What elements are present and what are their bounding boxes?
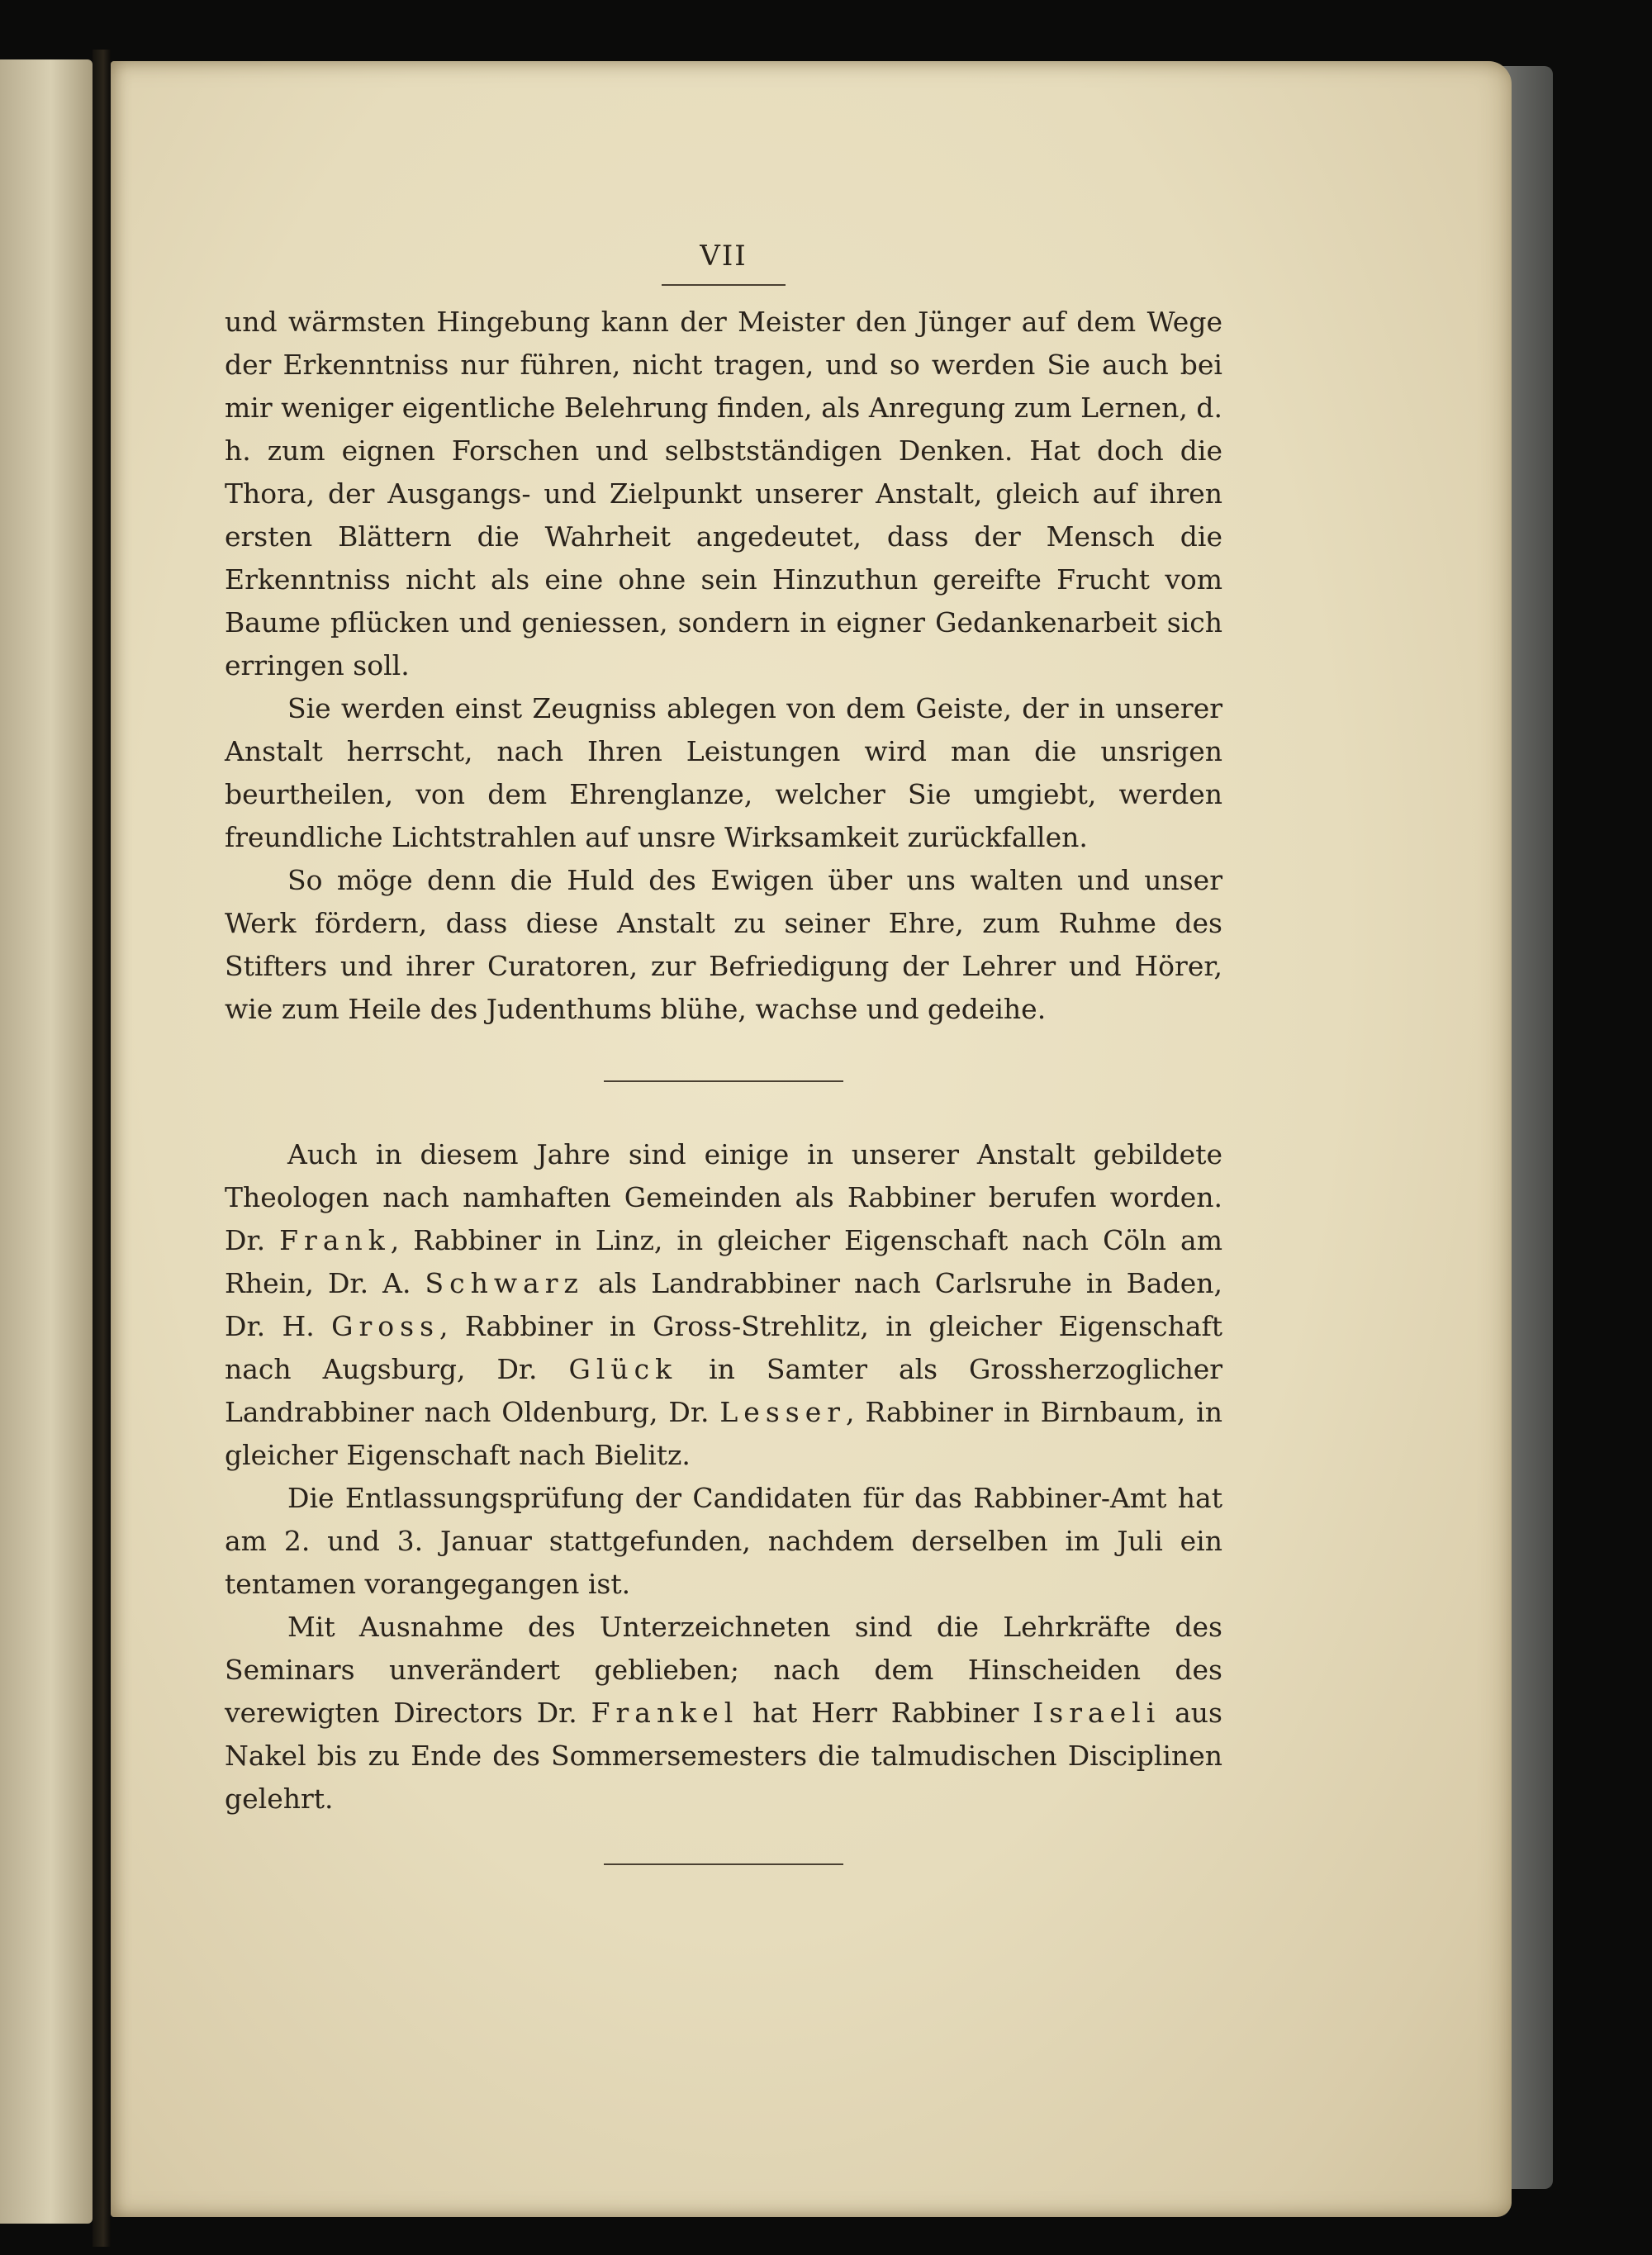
name-frank: Frank bbox=[279, 1224, 391, 1256]
section-divider bbox=[604, 1080, 843, 1082]
paragraph-4 bbox=[225, 1133, 1222, 1477]
closing-divider bbox=[604, 1863, 843, 1865]
name-schwarz: Schwarz bbox=[425, 1267, 584, 1299]
paragraph-4-text-b: , Rabbiner in Linz, in gleicher Eigenschaft nach Cöln am Rhein, Dr. A. bbox=[225, 1224, 1222, 1299]
paragraph-4-text-f: , Rabbiner in Birnbaum, in gleicher Eigenschaft nach Bielitz. bbox=[225, 1396, 1222, 1471]
paragraph-4-text-d: , Rabbiner in Gross-Strehlitz, in gleicher Eigenschaft nach Augsburg, Dr. bbox=[225, 1310, 1222, 1385]
page-number-rule bbox=[662, 284, 786, 286]
paragraph-4-text-c: als Landrabbiner nach Carlsruhe in Baden, Dr. H. bbox=[225, 1267, 1222, 1342]
page-number: VII bbox=[700, 240, 748, 273]
page-content bbox=[225, 240, 1222, 1865]
book-gutter bbox=[93, 50, 111, 2247]
paragraph-3: So möge denn die Huld des Ewigen über uns walten und unser Werk fördern, dass diese Anstalt zu seiner Ehre, zum Ruhme des Stifters und ihrer Curatoren, zur Befriedigung der Lehrer und Hörer, wie zum Heile des Judenthums blühe, wachse und gedeihe. bbox=[225, 864, 1222, 1025]
paragraph-1: und wärmsten Hingebung kann der Meister den Jünger auf dem Wege der Erkenntniss nur führen, nicht tragen, und so werden Sie auch bei mir weniger eigentliche Belehrung finden, als Anregung zum Lernen, d. h. zum eignen Forschen und selbstständigen Denken. Hat doch die Thora, der Ausgangs- und Zielpunkt unserer Anstalt, gleich auf ihren ersten Blättern die Wahrheit angedeutet, dass der Mensch die Erkenntniss nicht als eine ohne sein Hinzuthun gereifte Frucht vom Baume pflücken und geniessen, sondern in eigner Gedankenarbeit sich erringen soll. bbox=[225, 306, 1222, 681]
paragraph-5: Die Entlassungsprüfung der Candidaten für das Rabbiner-Amt hat am 2. und 3. Januar stattgefunden, nachdem derselben im Juli ein tentamen vorangegangen ist. bbox=[225, 1482, 1222, 1600]
paragraph-4-text-e: in Samter als Grossherzoglicher Landrabbiner nach Oldenburg, Dr. bbox=[225, 1353, 1223, 1428]
paragraph-6-text-b: hat Herr Rabbiner bbox=[752, 1697, 1019, 1729]
name-gross: Gross bbox=[331, 1310, 440, 1342]
paragraph-6 bbox=[225, 1606, 1222, 1821]
name-glueck: Glück bbox=[568, 1353, 678, 1385]
paragraph-6-text-c: aus Nakel bis zu Ende des Sommersemesters die talmudischen Disciplinen gelehrt. bbox=[225, 1697, 1222, 1815]
name-israeli: Israeli bbox=[1032, 1697, 1161, 1729]
paragraph-4-text-a: Auch in diesem Jahre sind einige in unserer Anstalt gebildete Theologen nach namhaften Gemeinden als Rabbiner berufen worden. Dr. bbox=[225, 1138, 1222, 1256]
paragraph-6-text-a: Mit Ausnahme des Unterzeichneten sind die Lehrkräfte des Seminars unverändert geblieben; nach dem Hinscheiden des verewigten Directors Dr. bbox=[225, 1611, 1222, 1729]
facing-page-edge bbox=[0, 59, 93, 2224]
name-lesser: Lesser bbox=[719, 1396, 847, 1428]
name-frankel: Frankel bbox=[591, 1697, 739, 1729]
paragraph-2: Sie werden einst Zeugniss ablegen von dem Geiste, der in unserer Anstalt herrscht, nach Ihren Leistungen wird man die unsrigen beurtheilen, von dem Ehrenglanze, welcher Sie umgiebt, werden freundliche Lichtstrahlen auf unsre Wirksamkeit zurückfallen. bbox=[225, 692, 1222, 853]
